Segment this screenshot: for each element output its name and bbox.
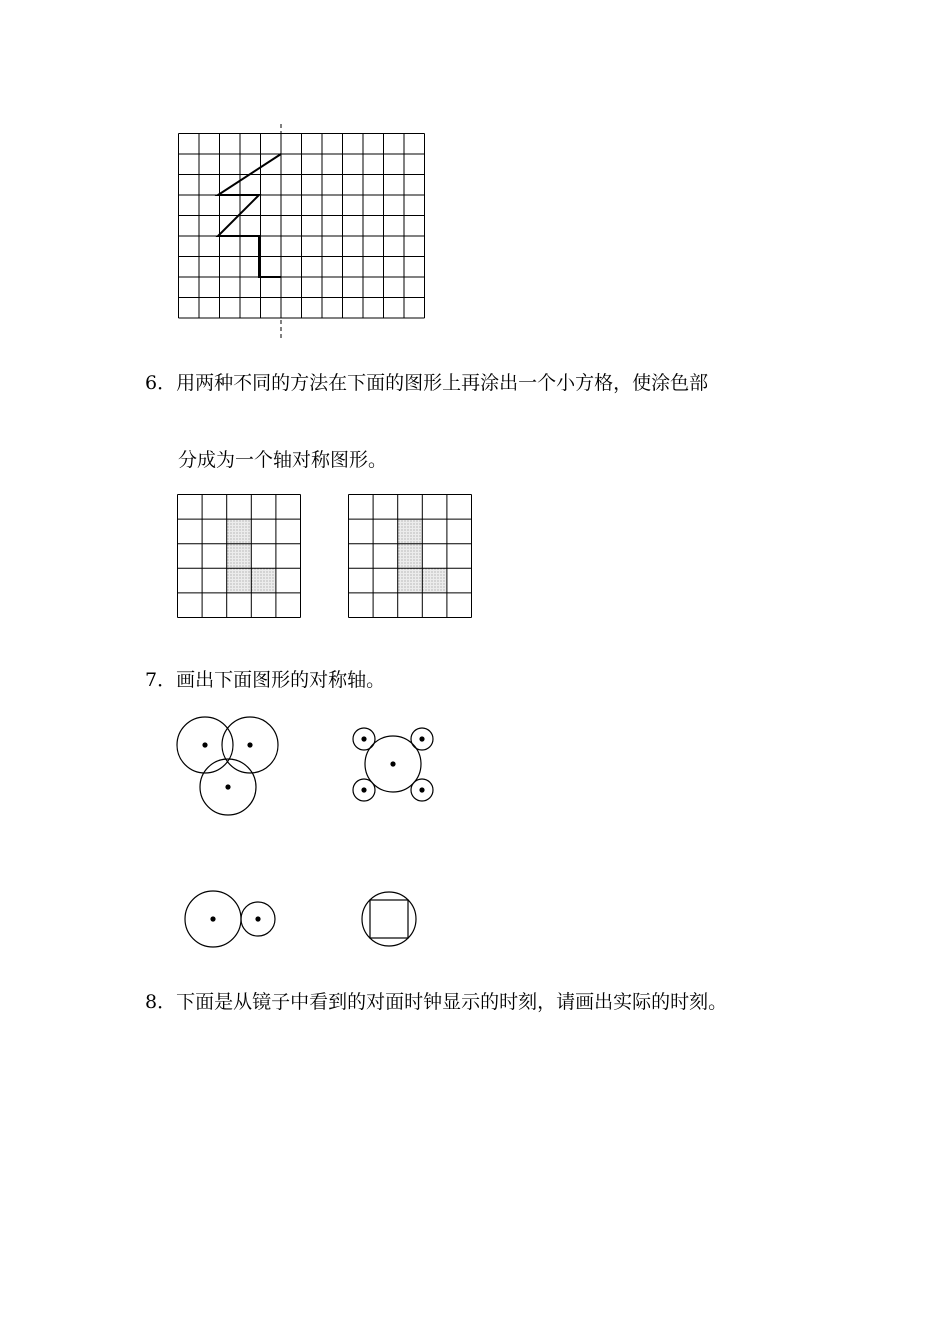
shaded-cell <box>227 544 252 569</box>
shading-grid-2 <box>347 493 475 621</box>
center-dot <box>390 761 395 766</box>
center-dot <box>210 916 215 921</box>
shaded-cell <box>398 544 423 569</box>
symmetry-grid-figure <box>170 120 440 345</box>
question-7-line-1 <box>145 668 385 692</box>
shaded-cell <box>251 568 276 593</box>
shaded-cell <box>227 568 252 593</box>
shading-grid-1 <box>176 493 304 621</box>
shaded-cell <box>398 519 423 544</box>
grid-lines <box>179 134 425 319</box>
shaded-cell <box>227 519 252 544</box>
inscribed-square <box>370 900 408 938</box>
center-dot <box>419 736 424 741</box>
two-circles-figure <box>180 885 280 955</box>
question-7-text: 画出下面图形的对称轴。 <box>176 669 386 691</box>
shaded-cell <box>398 568 423 593</box>
center-dot <box>202 742 207 747</box>
shaded-cell <box>422 568 447 593</box>
square-in-circle-figure <box>355 885 425 955</box>
center-dot <box>361 787 366 792</box>
question-6-number: 6． <box>145 372 177 394</box>
question-8-line-1 <box>145 990 727 1014</box>
question-8-number: 8． <box>145 991 177 1013</box>
center-dot <box>225 784 230 789</box>
center-dot <box>419 787 424 792</box>
five-circles-figure <box>345 720 440 810</box>
question-6-line-2 <box>178 448 387 472</box>
three-circles-figure <box>170 710 285 820</box>
question-6-line-1 <box>145 371 708 395</box>
question-8-text: 下面是从镜子中看到的对面时钟显示的时刻，请画出实际的时刻。 <box>176 991 728 1013</box>
center-dot <box>247 742 252 747</box>
question-6-text-continued: 分成为一个轴对称图形。 <box>178 449 388 471</box>
question-7-number: 7． <box>145 669 177 691</box>
question-6-text: 用两种不同的方法在下面的图形上再涂出一个小方格，使涂色部 <box>176 372 709 394</box>
center-dot <box>255 916 260 921</box>
center-dot <box>361 736 366 741</box>
